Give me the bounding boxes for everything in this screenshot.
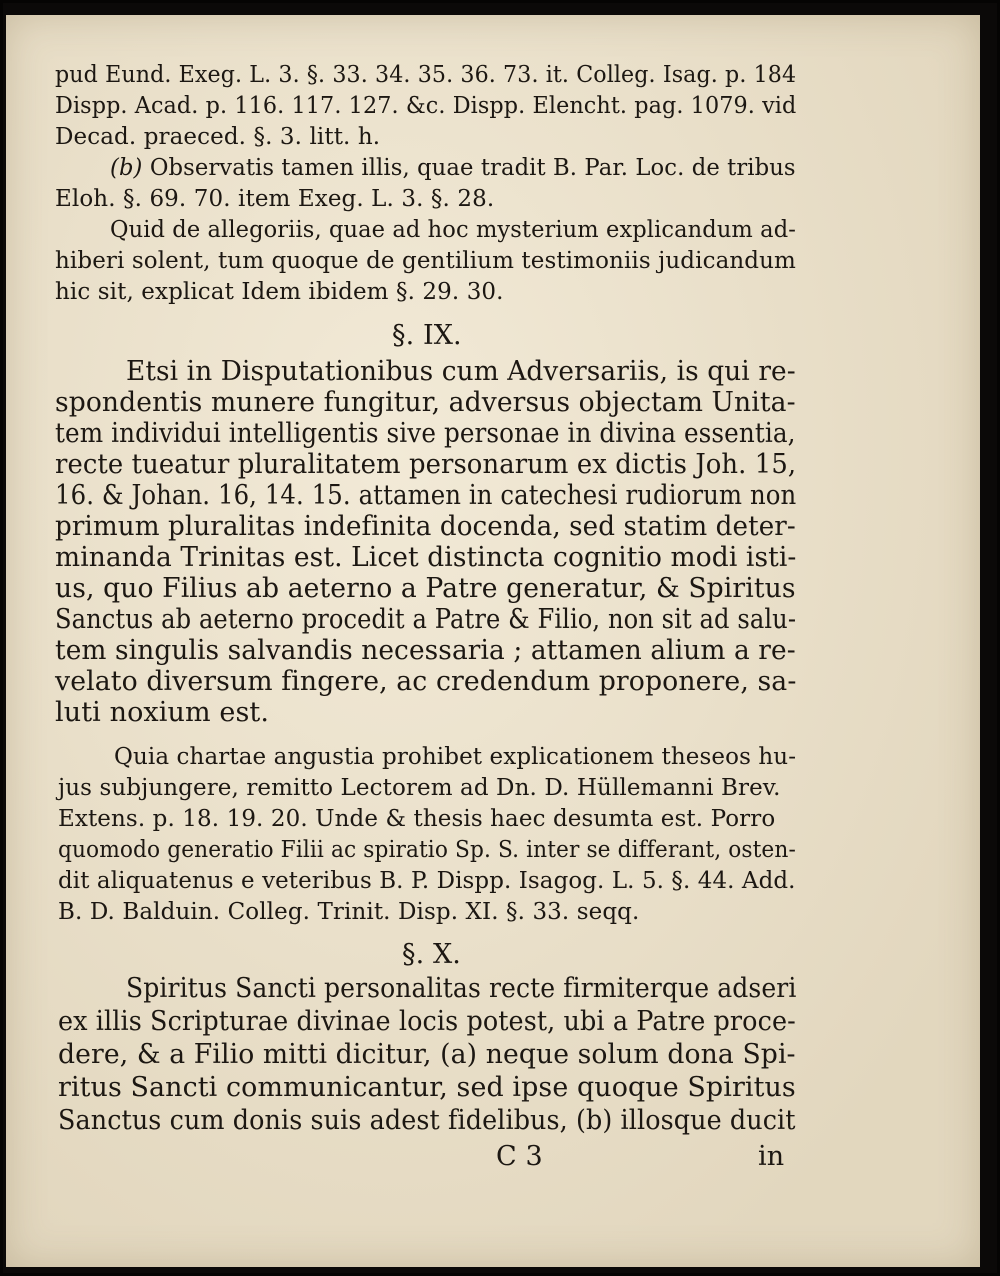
- chartae-line: Extens. p. 18. 19. 20. Unde & thesis haec desumta est. Porro: [58, 806, 776, 832]
- top-note-line: Decad. praeced. §. 3. litt. h.: [55, 124, 381, 150]
- section-ix-line: 16. & Johan. 16, 14. 15. attamen in catechesi rudiorum non: [55, 480, 797, 511]
- top-note-line: Dispp. Acad. p. 116. 117. 127. &c. Dispp. Elencht. pag. 1079. vid: [55, 93, 797, 119]
- chartae-line: Quia chartae angustia prohibet explicationem theseos hu-: [114, 744, 797, 770]
- note-b-line: [110, 157, 796, 180]
- section-x-line: Sanctus cum donis suis adest fidelibus, (b) illosque ducit: [58, 1105, 796, 1136]
- chartae-line: B. D. Balduin. Colleg. Trinit. Disp. XI. §. 33. seqq.: [58, 899, 640, 925]
- top-note-line: pud Eund. Exeg. L. 3. §. 33. 34. 35. 36. 73. it. Colleg. Isag. p. 184: [55, 62, 797, 88]
- section-ix-line: tem individui intelligentis sive personae in divina essentia,: [55, 418, 796, 449]
- section-ix-line: Etsi in Disputationibus cum Adversariis, is qui re-: [126, 356, 796, 387]
- section-ix-line: minanda Trinitas est. Licet distincta cognitio modi isti-: [55, 542, 797, 573]
- chartae-line: dit aliquatenus e veteribus B. P. Dispp. Isagog. L. 5. §. 44. Add.: [58, 868, 796, 894]
- section-x-line: dere, & a Filio mitti dicitur, (a) neque solum dona Spi-: [58, 1039, 796, 1070]
- chartae-line: quomodo generatio Filii ac spiratio Sp. S. inter se differant, osten-: [58, 837, 796, 863]
- section-ix-line: tem singulis salvandis necessaria ; attamen alium a re-: [55, 635, 796, 666]
- note-b-line: Eloh. §. 69. 70. item Exeg. L. 3. §. 28.: [55, 186, 495, 212]
- chartae-line: jus subjungere, remitto Lectorem ad Dn. D. Hüllemanni Brev.: [58, 775, 781, 801]
- section-ix-line: recte tueatur pluralitatem personarum ex dictis Joh. 15,: [55, 449, 797, 480]
- section-heading-ix: §. IX.: [392, 320, 462, 351]
- note-b-marker: (b): [110, 155, 143, 181]
- allegory-line: hic sit, explicat Idem ibidem §. 29. 30.: [55, 279, 504, 305]
- section-ix-line: Sanctus ab aeterno procedit a Patre & Filio, non sit ad salu-: [55, 604, 797, 635]
- section-ix-line: velato diversum fingere, ac credendum proponere, sa-: [55, 666, 797, 697]
- section-ix-line: us, quo Filius ab aeterno a Patre generatur, & Spiritus: [55, 573, 796, 604]
- section-heading-x: §. X.: [402, 939, 461, 970]
- note-b-text: Observatis tamen illis, quae tradit B. Par. Loc. de tribus: [149, 155, 796, 181]
- section-ix-line: luti noxium est.: [55, 697, 270, 728]
- signature-mark: C 3: [496, 1141, 543, 1172]
- allegory-line: hiberi solent, tum quoque de gentilium testimoniis judicandum: [55, 248, 796, 274]
- allegory-line: Quid de allegoriis, quae ad hoc mysterium explicandum ad-: [110, 217, 796, 243]
- section-x-line: Spiritus Sancti personalitas recte firmiterque adseri: [126, 973, 797, 1004]
- section-ix-line: spondentis munere fungitur, adversus objectam Unita-: [55, 387, 796, 418]
- section-x-line: ritus Sancti communicantur, sed ipse quoque Spiritus: [58, 1072, 796, 1103]
- section-ix-line: primum pluralitas indefinita docenda, sed statim deter-: [55, 511, 796, 542]
- book-page: [6, 15, 980, 1267]
- catchword: in: [758, 1141, 785, 1172]
- section-x-line: ex illis Scripturae divinae locis potest, ubi a Patre proce-: [58, 1006, 796, 1037]
